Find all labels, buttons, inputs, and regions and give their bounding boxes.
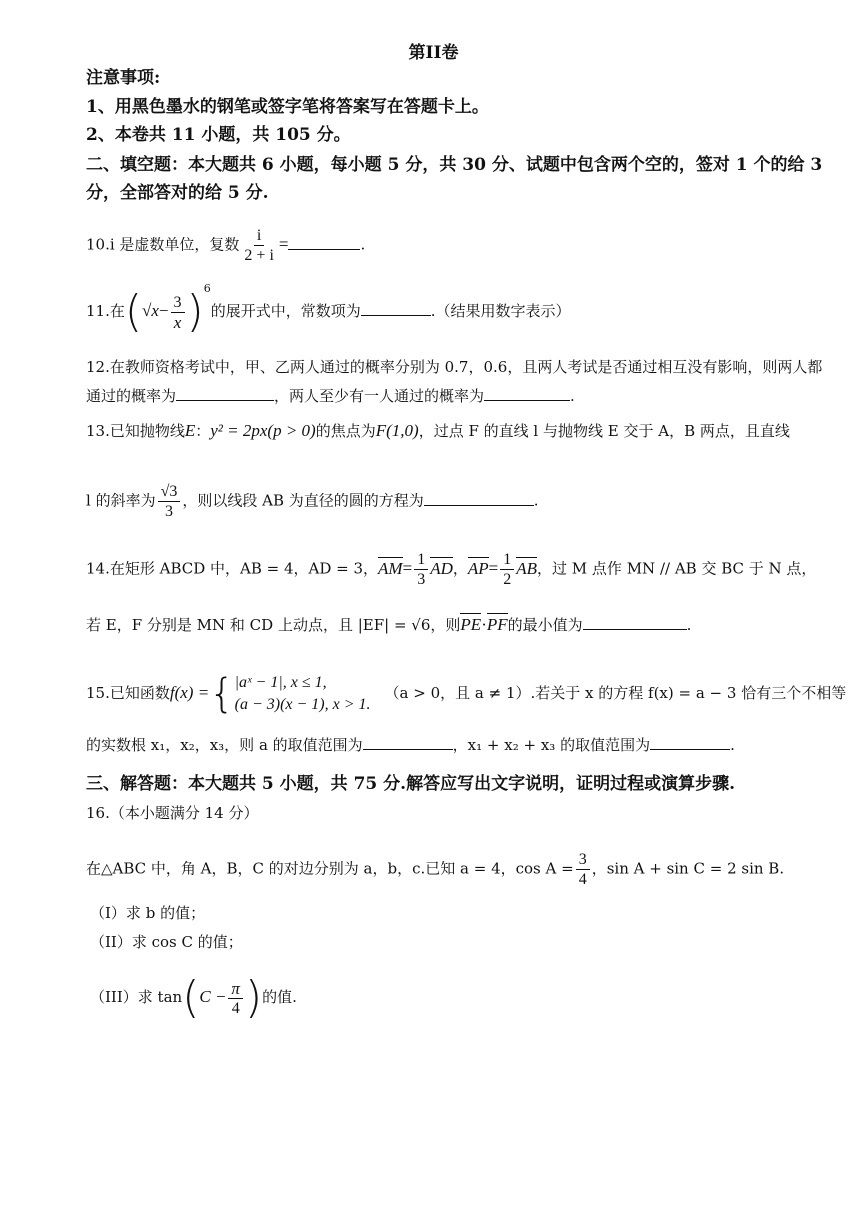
q11-den: x <box>173 312 182 332</box>
q16-rparen: ) <box>244 972 263 1023</box>
q14-vec-ab: AB <box>516 558 538 578</box>
q11-lparen: ( <box>124 286 143 337</box>
q11-answer-blank <box>361 301 431 316</box>
q12-answer-blank-1 <box>176 386 274 401</box>
q15-answer-blank-1 <box>363 735 453 750</box>
q14-vec-ad: AD <box>430 558 453 578</box>
q14-line2a: 若 E，F 分别是 MN 和 CD 上动点，且 |EF| = √6，则 <box>86 616 461 634</box>
q13-line1a: 13.已知抛物线 <box>86 422 185 440</box>
q12-line2b: ，两人至少有一人通过的概率为 <box>274 387 485 405</box>
q15-line2a: 的实数根 x₁，x₂，x₃，则 a 的取值范围为 <box>86 736 363 754</box>
q13-answer-blank <box>424 491 534 506</box>
q14-eq2: = <box>488 558 499 578</box>
q15-cases <box>235 672 371 716</box>
q12-line2 <box>86 386 575 406</box>
page-title: 第II卷 <box>408 43 459 63</box>
q13-num: √3 <box>158 482 181 502</box>
q16-header: 16.（本小题满分 14 分） <box>86 804 259 822</box>
q15-line1 <box>86 672 846 716</box>
q15-line2 <box>86 735 735 755</box>
q13-focus: F(1,0) <box>375 421 419 440</box>
q13-E: E <box>184 421 196 440</box>
q12-line2c: . <box>570 387 575 405</box>
q14-vec-ap: AP <box>467 558 489 578</box>
q14-answer-blank <box>583 615 687 630</box>
q13-line2a: l 的斜率为 <box>86 491 156 510</box>
q13-parabola: y² = 2px(p > 0) <box>210 421 316 440</box>
q13-line2b: ，则以线段 AB 为直径的圆的方程为 <box>182 491 424 510</box>
q15-case1: |aˣ − 1|, x ≤ 1, <box>234 674 327 691</box>
section3-heading: 三、解答题：本大题共 5 小题，共 75 分.解答应写出文字说明，证明过程或演算步骤. <box>86 774 735 794</box>
q14-line1a: 14.在矩形 ABCD 中，AB = 4，AD = 3， <box>86 559 379 578</box>
q16-p3-den: 4 <box>231 999 240 1017</box>
q14-den2: 2 <box>503 571 512 588</box>
q11-rparen: ) <box>186 286 204 337</box>
notice-item-1: 1、用黑色墨水的钢笔或签字笔将答案写在答题卡上。 <box>86 97 489 117</box>
q11-exponent: 6 <box>203 282 211 295</box>
q14-vec-pe: PE <box>460 615 482 634</box>
q13-line1g: ，过点 F 的直线 l 与抛物线 E 交于 A，B 两点，且直线 <box>418 422 790 440</box>
q14-dot: · <box>481 615 487 634</box>
q11-prefix: 11.在 <box>86 302 125 320</box>
q13-line2 <box>86 482 539 521</box>
q14-vec-pf: PF <box>486 615 508 634</box>
q13-fraction <box>158 482 181 521</box>
q11-text: 的展开式中，常数项为 <box>210 302 361 320</box>
question-10 <box>86 226 365 265</box>
q13-line1 <box>86 421 790 441</box>
q11-minus: − <box>158 301 169 320</box>
q10-den: 2 + i <box>244 247 274 264</box>
section2-line2: 分，全部答对的给 5 分. <box>86 183 269 203</box>
notice-item-2: 2、本卷共 11 小题，共 105 分。 <box>86 125 351 145</box>
q14-num1: 1 <box>414 550 428 570</box>
q16-num: 3 <box>576 850 590 870</box>
question-11 <box>86 282 571 337</box>
q16-part-1: （I）求 b 的值； <box>90 904 206 922</box>
q16-p3-num: π <box>228 979 243 999</box>
q15-end: . <box>730 736 735 754</box>
q13-colon: ： <box>195 422 211 440</box>
q16-lparen: ( <box>182 972 200 1023</box>
q14-fraction-1 <box>414 550 428 589</box>
q12-answer-blank-2 <box>484 386 570 401</box>
q11-num: 3 <box>171 293 185 313</box>
q14-vec-am: AM <box>378 558 403 578</box>
q14-comma1: ， <box>452 559 468 578</box>
q11-end: .（结果用数字表示） <box>430 302 571 320</box>
q10-eq: = <box>278 234 289 254</box>
q11-fraction <box>171 293 185 332</box>
q16-stem-a: 在△ABC 中，角 A，B，C 的对边分别为 a，b，c.已知 a = 4，cos A = <box>86 859 574 878</box>
q14-line1b: ，过 M 点作 MN // AB 交 BC 于 N 点， <box>537 559 817 578</box>
q16-part-2: （II）求 cos C 的值； <box>90 933 243 951</box>
q14-fraction-2 <box>500 550 514 589</box>
q15-prefix: 15.已知函数 <box>86 684 170 702</box>
q16-p3-fraction <box>228 979 243 1018</box>
q16-p3-inner: C − <box>199 987 227 1006</box>
q14-eq1: = <box>402 558 413 578</box>
q16-fraction <box>576 850 590 889</box>
q14-num2: 1 <box>500 550 514 570</box>
q13-focus-text: 的焦点为 <box>315 422 376 440</box>
q14-den1: 3 <box>417 571 426 588</box>
q10-answer-blank <box>288 235 360 250</box>
q14-line2b: 的最小值为 <box>507 616 583 634</box>
q10-num: i <box>254 226 264 246</box>
q16-p3b: 的值. <box>262 988 297 1006</box>
q16-stem-b: ，sin A + sin C = 2 sin B. <box>591 859 785 878</box>
q15-case2: (a − 3)(x − 1), x > 1. <box>234 696 371 713</box>
notice-heading: 注意事项: <box>86 68 161 88</box>
q14-line1 <box>86 550 816 589</box>
section2-line1: 二、填空题：本大题共 6 小题，每小题 5 分，共 30 分、试题中包含两个空的，签对 1 个的给 3 <box>86 155 823 175</box>
q15-brace: { <box>209 671 235 717</box>
q13-den: 3 <box>164 503 173 520</box>
q15-line2b: ，x₁ + x₂ + x₃ 的取值范围为 <box>452 736 651 754</box>
q16-den: 4 <box>578 871 587 888</box>
q14-end: . <box>686 616 692 634</box>
q14-line2 <box>86 615 691 635</box>
q16-p3a: （III）求 tan <box>90 988 183 1006</box>
q15-fx: f(x) = <box>169 683 210 702</box>
q15-cond: （a > 0，且 a ≠ 1）.若关于 x 的方程 f(x) = a − 3 恰有三个不相等 <box>384 684 847 702</box>
q16-part-3 <box>90 972 297 1023</box>
q15-answer-blank-2 <box>650 735 730 750</box>
q10-end: . <box>360 235 366 254</box>
q11-sqrt: √x <box>142 301 159 320</box>
q12-line2a: 通过的概率为 <box>86 387 177 405</box>
q13-end: . <box>533 491 539 510</box>
q10-prefix: 10.i 是虚数单位，复数 <box>86 235 240 254</box>
q16-stem <box>86 850 784 889</box>
q12-line1: 12.在教师资格考试中，甲、乙两人通过的概率分别为 0.7，0.6，且两人考试是否通过相互没有影响，则两人都 <box>86 358 823 376</box>
q10-fraction <box>241 226 276 265</box>
